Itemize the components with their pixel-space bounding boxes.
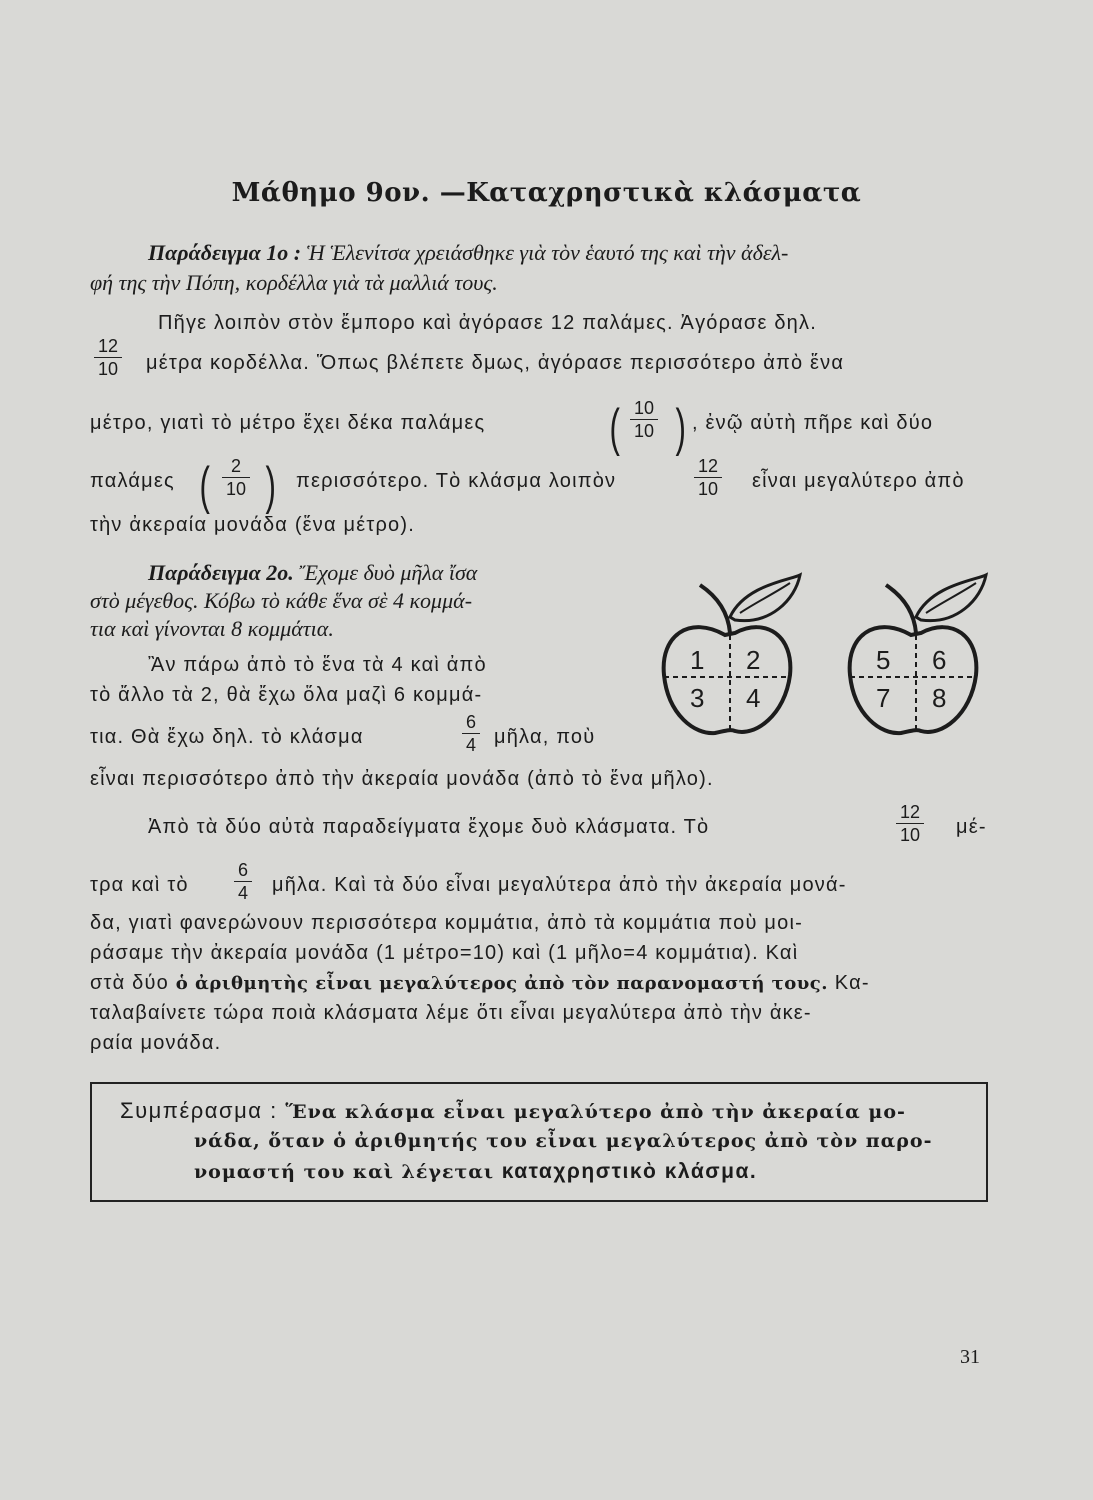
paren-open: (: [609, 399, 620, 457]
fraction-6-4: 6 4: [462, 712, 480, 755]
example1-label: Παράδειγμα 1ο :: [148, 240, 307, 265]
apple1-piece4: 4: [746, 683, 761, 713]
summary-line4: ράσαμε τὴν ἀκεραία μονάδα (1 μέτρο=10) καὶ (1 μῆλο=4 κομμάτια). Καὶ: [90, 942, 799, 964]
example1-text1: Ἡ Ἑλενίτσα χρειάσθηκε γιὰ τὸν ἑαυτό της καὶ τὴν ἀδελ-: [306, 240, 789, 265]
example1-line3: Πῆγε λοιπὸν στὸν ἔμπορο καὶ ἀγόρασε 12 παλάμες. Ἀγόρασε δηλ.: [158, 312, 817, 334]
example2-line6b: μῆλα, ποὺ: [494, 726, 596, 748]
conclusion-line3: νομαστή του καὶ λέγεται καταχρηστικὸ κλάσμα.: [194, 1160, 758, 1183]
example1-line6b: περισσότερο. Τὸ κλάσμα λοιπὸν: [296, 470, 617, 492]
example1-line6a: παλάμες: [90, 470, 175, 492]
summary-line1a: Ἀπὸ τὰ δύο αὐτὰ παραδείγματα ἔχομε δυὸ κλάσματα. Τὸ: [148, 816, 710, 838]
fraction-2-10: 2 10: [222, 456, 250, 499]
summary-line1b: μέ-: [956, 816, 987, 838]
apple2-piece4: 8: [932, 683, 947, 713]
apple-right: [850, 575, 986, 733]
summary-fraction-12-10: 12 10: [896, 802, 924, 845]
example2-line3: τια καὶ γίνονται 8 κομμάτια.: [90, 616, 334, 641]
conclusion-box: [90, 1082, 988, 1202]
summary-fraction-6-4: 6 4: [234, 860, 252, 903]
apple2-piece1: 5: [876, 645, 891, 675]
summary-line7: ραία μονάδα.: [90, 1032, 222, 1054]
fraction-12-10: 12 10: [94, 336, 122, 379]
term-improper-fraction: καταχρηστικὸ κλάσμα.: [501, 1160, 758, 1183]
conclusion-line2: νάδα, ὅταν ὁ ἀριθμητής του εἶναι μεγαλύτερος ἀπὸ τὸν παρο-: [194, 1130, 933, 1152]
summary-line2a: τρα καὶ τὸ: [90, 874, 189, 896]
summary-line6: ταλαβαίνετε τώρα ποιὰ κλάσματα λέμε ὅτι εἶναι μεγαλύτερα ἀπὸ τὴν ἀκε-: [90, 1002, 812, 1024]
apple2-piece2: 6: [932, 645, 947, 675]
example2-label: Παράδειγμα 2ο.: [148, 560, 300, 585]
fraction-12-10-b: 12 10: [694, 456, 722, 499]
example2-line4: Ἂν πάρω ἀπὸ τὸ ἕνα τὰ 4 καὶ ἀπὸ: [148, 654, 487, 676]
apple1-piece1: 1: [690, 645, 705, 675]
example1-line5b: , ἐνῷ αὐτὴ πῆρε καὶ δύο: [692, 412, 934, 434]
summary-bold-rule: ὁ ἀριθμητὴς εἶναι μεγαλύτερος ἀπὸ τὸν παρανομαστή τους.: [175, 973, 829, 994]
paren-close-2: ): [265, 457, 276, 515]
apple2-piece3: 7: [876, 683, 891, 713]
example2-line2: στὸ μέγεθος. Κόβω τὸ κάθε ἕνα σὲ 4 κομμά-: [90, 588, 473, 613]
example1-line4: μέτρα κορδέλλα. Ὅπως βλέπετε δμως, ἀγόρασε περισσότερο ἀπὸ ἕνα: [146, 352, 845, 374]
example2-line7: εἶναι περισσότερο ἀπὸ τὴν ἀκεραία μονάδα (ἀπὸ τὸ ἕνα μῆλο).: [90, 768, 714, 790]
example2-line6a: τια. Θὰ ἔχω δηλ. τὸ κλάσμα: [90, 726, 364, 748]
apples-illustration: [650, 565, 990, 745]
example1-line2: φή της τὴν Πόπη, κορδέλλα γιὰ τὰ μαλλιά τους.: [90, 270, 498, 295]
example2-line5: τὸ ἄλλο τὰ 2, θὰ ἔχω ὅλα μαζὶ 6 κομμά-: [90, 684, 483, 706]
paren-open-2: (: [199, 457, 210, 515]
apple-left: [664, 575, 800, 733]
conclusion-line1: Συμπέρασμα : Ἕνα κλάσμα εἶναι μεγαλύτερο ἀπὸ τὴν ἀκεραία μο-: [120, 1098, 906, 1123]
example1-line7: τὴν ἀκεραία μονάδα (ἕνα μέτρο).: [90, 514, 415, 536]
apple1-piece2: 2: [746, 645, 761, 675]
example2-line1: Παράδειγμα 2ο. Ἔχομε δυὸ μῆλα ἴσα: [148, 560, 478, 585]
summary-line3: δα, γιατὶ φανερώνουν περισσότερα κομμάτια, ἀπὸ τὰ κομμάτια ποὺ μοι-: [90, 912, 803, 934]
conclusion-label: Συμπέρασμα :: [120, 1098, 286, 1123]
example1-line5a: μέτρο, γιατὶ τὸ μέτρο ἔχει δέκα παλάμες: [90, 412, 486, 434]
fraction-10-10: 10 10: [630, 398, 658, 441]
paren-close: ): [675, 399, 686, 457]
apple1-piece3: 3: [690, 683, 705, 713]
summary-line5: στὰ δύο ὁ ἀριθμητὴς εἶναι μεγαλύτερος ἀπὸ τὸν παρανομαστή τους. Κα-: [90, 972, 870, 994]
page-number: 31: [960, 1346, 980, 1368]
example1-line6c: εἶναι μεγαλύτερο ἀπὸ: [752, 470, 965, 492]
summary-line2b: μῆλα. Καὶ τὰ δύο εἶναι μεγαλύτερα ἀπὸ τὴν ἀκεραία μονά-: [272, 874, 847, 896]
lesson-title: Μάθημο 9ον. —Καταχρηστικὰ κλάσματα: [231, 178, 862, 208]
example1-line1: [148, 240, 788, 266]
